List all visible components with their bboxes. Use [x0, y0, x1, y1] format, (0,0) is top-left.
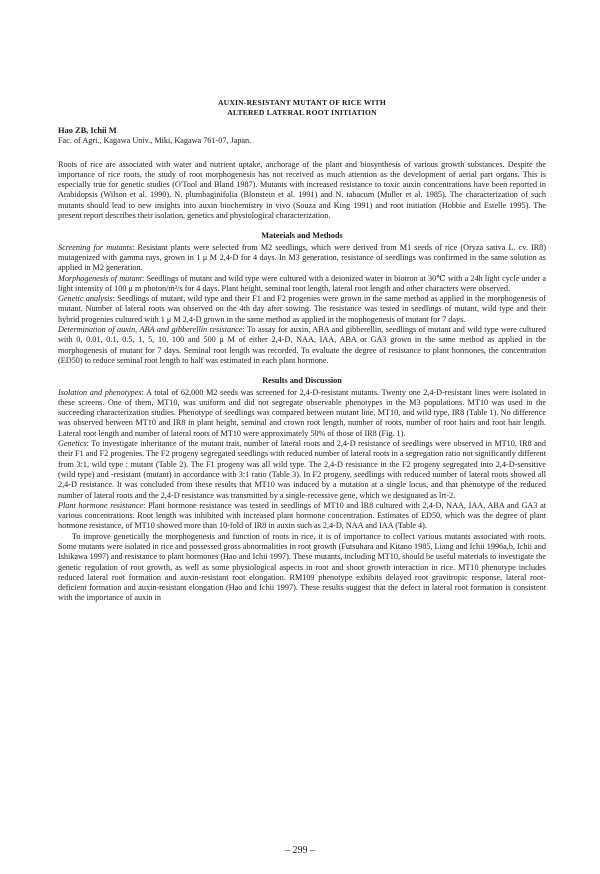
paragraph-lead: Plant hormone resistance: [58, 500, 144, 510]
results-heading: Results and Discussion: [262, 376, 342, 386]
paper-title: [58, 98, 546, 117]
paragraph-text: To investigate inheritance of the mutant trait, number of lateral roots and 2,4-D resistance of seedlings were observed in MT10, IR8 and their F1 and F2 progenies. The F2 progeny segregated seedlings with reduced number of lateral roots in a segregation ratio not significantly different from 3:1, wild type : mutant (Table 2). The F1 progeny was all wild type. The 2,4-D resistance in the F2 progeny segregated into 2,4-D-sensitive (wild type) and -resistant (mutant) in accordance with 3:1 ratio (Table 3). In F2 progeny, seedlings with reduced number of lateral roots showed all 2,4-D resistance. It was concluded from these results that MT10 was induced by a mutation at a single locus, and that phenotype of the reduced number of lateral roots and the 2,4-D resistance was transmitted by a single-recessive gene, which we designated as lrt-2.: [58, 439, 546, 500]
paragraph-text: Resistant plants were selected from M2 seedlings, which were derived from M1 seeds of rice (Oryza sativa L. cv. IR8) mutagenized with gamma rays, grown in 1 μ M 2,4-D for 4 days. In M3 generation, resistance of seedlings was confirmed in the same solution as applied in M2 generation.: [58, 242, 546, 273]
methods-paragraph: Morphogenesis of mutant: Seedlings of mutant and wild type were cultured with a deionized water in biotron at 30℃ with a 24h light cycle under a light intensity of 100 μ m photon/m²/s for 4 days. Plant height, seminal root length, lateral root length and other characters were observed.: [58, 273, 546, 293]
methods-heading: Materials and Methods: [261, 231, 343, 241]
methods-paragraph: Screening for mutants: Resistant plants were selected from M2 seedlings, which were derived from M1 seeds of rice (Oryza sativa L. cv. IR8) mutagenized with gamma rays, grown in 1 μ M 2,4-D for 4 days. In M3 generation, resistance of seedlings was confirmed in the same solution as applied in M2 generation.: [58, 242, 546, 273]
results-paragraph: Isolation and phenotypes: A total of 62,000 M2 seeds was screened for 2,4-D-resistant mutants. Twenty one 2,4-D-resistant lines were isolated in these screens. One of them, MT10, was uniform and did not segregate observable phenotypes in the M3 populations. MT10 was used in the succeeding characterization studies. Phenotype of seedlings was compared between mutant line, MT10, and wild type, IR8 (Table 1). No difference was observed between MT10 and IR8 in plant height, seminal and crown root length, number of roots, number of root hairs and root hair length. Lateral root length and number of lateral roots of MT10 were approximately 50% of those of IR8 (Fig. 1).: [58, 387, 546, 438]
introduction-paragraph: Roots of rice are associated with water and nutrient uptake, anchorage of the plant and biosynthesis of various growth substances. Despite the importance of rice roots, the study of root morphogenesis has not received as much attention as the development of aerial part organs. This is especially true for genetic studies (O'Tool and Bland 1987). Mutants with increased resistance to toxic auxin concentrations have been reported in Arabidopsis (Wilson et al. 1990), N. plumbaginifolia (Blonstein et al. 1991) and N. tabacum (Muller et al. 1985). The characterization of such mutants should lead to new insights into auxin biochemistry in vivo (Souza and King 1991) and root initiation (Hobbie and Estelle 1995). The present report describes their isolation, genetics and physiological characterization.: [58, 159, 546, 221]
methods-section: [58, 243, 546, 367]
authors: Hao ZB, Ichii M: [58, 126, 117, 135]
paragraph-lead: Isolation and phenotypes: [58, 387, 142, 397]
title-line-2: ALTERED LATERAL ROOT INITIATION: [227, 107, 377, 117]
paragraph-lead: Morphogenesis of mutant: [58, 273, 142, 283]
results-section: [58, 388, 546, 604]
paper-page: [58, 98, 546, 604]
affiliation: Fac. of Agri., Kagawa Univ., Miki, Kagawa 761-07, Japan.: [58, 136, 252, 146]
paragraph-lead: Screening for mutants: [58, 242, 133, 252]
paragraph-text: To assay for auxin, ABA and gibberellin, seedlings of mutant and wild type were cultured with 0, 0.01, 0.1, 0.5, 1, 5, 10, 100 and 500 μ M of either 2,4-D, NAA, IAA, ABA or GA3 grown in the same method as applied in the morphogenesis of mutant for 7 days. Seminal root length was recorded. To evaluate the degree of resistance to plant hormones, the concentration (ED50) to reduce seminal root length to half was estimated in each plant hormone.: [58, 325, 546, 365]
paragraph-text: A total of 62,000 M2 seeds was screened for 2,4-D-resistant mutants. Twenty one 2,4-D-resistant lines were isolated in these screens. One of them, MT10, was uniform and did not segregate observable phenotypes in the M3 populations. MT10 was used in the succeeding characterization studies. Phenotype of seedlings was compared between mutant line, MT10, and wild type, IR8 (Table 1). No difference was observed between MT10 and IR8 in plant height, seminal and crown root length, number of roots, number of root hairs and root hair length. Lateral root length and number of lateral roots of MT10 were approximately 50% of those of IR8 (Fig. 1).: [58, 387, 546, 438]
paragraph-text: Seedlings of mutant and wild type were cultured with a deionized water in biotron at 30℃ with a 24h light cycle under a light intensity of 100 μ m photon/m²/s for 4 days. Plant height, seminal root length, lateral root length and other characters were observed.: [58, 273, 546, 293]
paragraph-lead: Genetics: [58, 439, 87, 449]
methods-paragraph: Genetic analysis: Seedlings of mutant, wild type and their F1 and F2 progenies were grown in the same method as applied in the morphogenesis of mutant. Number of lateral roots was observed on the 4th day after sowing. The resistance was tested in seedlings of mutant, wild type and their hybrid progenies cultured with 1 μ M 2,4-D grown in the same method as applied in the mophogenesis of mutant for 7 days.: [58, 294, 546, 324]
closing-paragraph: To improve genetically the morphogenesis and function of roots in rice, it is of importance to collect various mutants associated with roots. Some mutants were isolated in rice and possessed gross abnormalities in root growth (Futsuhara and Kitano 1985, Liang and Ichii 1996a,b, Ichii and Ishikawa 1997) and resistance to plant hormones (Hao and Ichii 1997). These mutants, including MT10, should be useful materials to investigate the genetic regulation of root growth, as well as some physiological aspects in root and shoot growth interaction in rice. MT10 phenotype includes reduced lateral root formation and auxin-resistant root elongation. RM109 phenotype exhibits delayed root gravitropic response, lateral root-deficient formation and auxin-resistant elongation (Hao and Ichii 1997). These results suggest that the defect in lateral root formation is consistent with the importance of auxin in: [58, 531, 546, 603]
results-paragraph: Plant hormone resistance: Plant hormone resistance was tested in seedlings of MT10 and IR8 cultured with 2,4-D, NAA, IAA, ABA and GA3 at various concentrations. Root length was inhibited with increased plant hormone concentration. Estimates of ED50, which was the degree of plant hormone resistance, of MT10 showed more than 10-fold of IR8 in auxin such as 2,4-D, NAA and IAA (Table 4).: [58, 500, 546, 531]
paragraph-lead: Determination of auxin, ABA and gibberellin resistance: [58, 325, 243, 335]
results-paragraph: Genetics: To investigate inheritance of the mutant trait, number of lateral roots and 2,4-D resistance of seedlings were observed in MT10, IR8 and their F1 and F2 progenies. The F2 progeny segregated seedlings with reduced number of lateral roots in a segregation ratio not significantly different from 3:1, wild type : mutant (Table 2). The F1 progeny was all wild type. The 2,4-D resistance in the F2 progeny segregated into 2,4-D-sensitive (wild type) and -resistant (mutant) in accordance with 3:1 ratio (Table 3). In F2 progeny, seedlings with reduced number of lateral roots showed all 2,4-D resistance. It was concluded from these results that MT10 was induced by a mutation at a single locus, and that phenotype of the reduced number of lateral roots and the 2,4-D resistance was transmitted by a single-recessive gene, which we designated as lrt-2.: [58, 439, 546, 500]
page-number: – 299 –: [285, 845, 315, 856]
paragraph-text: Seedlings of mutant, wild type and their F1 and F2 progenies were grown in the same method as applied in the morphogenesis of mutant. Number of lateral roots was observed on the 4th day after sowing. The resistance was tested in seedlings of mutant, wild type and their hybrid progenies cultured with 1 μ M 2,4-D grown in the same method as applied in the mophogenesis of mutant for 7 days.: [58, 294, 546, 324]
methods-paragraph: Determination of auxin, ABA and gibberellin resistance: To assay for auxin, ABA and gibberellin, seedlings of mutant and wild type were cultured with 0, 0.01, 0.1, 0.5, 1, 5, 10, 100 and 500 μ M of either 2,4-D, NAA, IAA, ABA or GA3 grown in the same method as applied in the morphogenesis of mutant for 7 days. Seminal root length was recorded. To evaluate the degree of resistance to plant hormones, the concentration (ED50) to reduce seminal root length to half was estimated in each plant hormone.: [58, 325, 546, 365]
paragraph-lead: Genetic analysis: [58, 294, 113, 304]
paragraph-text: Plant hormone resistance was tested in seedlings of MT10 and IR8 cultured with 2,4-D, NAA, IAA, ABA and GA3 at various concentrations. Root length was inhibited with increased plant hormone concentration. Estimates of ED50, which was the degree of plant hormone resistance, of MT10 showed more than 10-fold of IR8 in auxin such as 2,4-D, NAA and IAA (Table 4).: [58, 500, 546, 531]
title-line-1: AUXIN-RESISTANT MUTANT OF RICE WITH: [217, 98, 387, 107]
